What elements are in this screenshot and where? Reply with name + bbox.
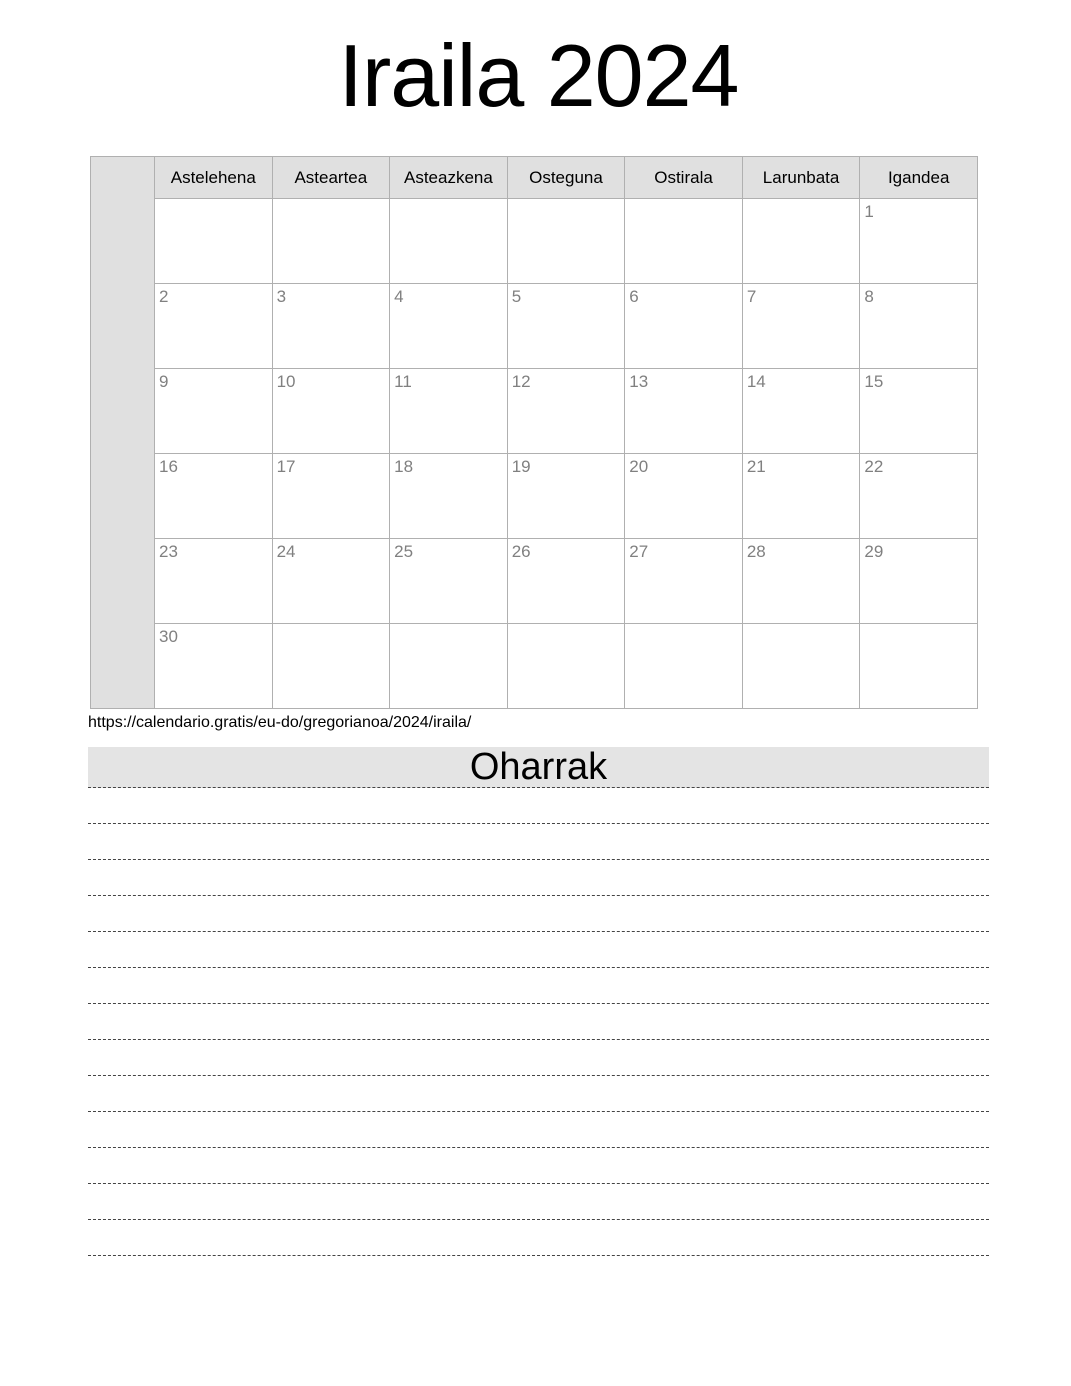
- day-cell-3: 3: [272, 284, 390, 369]
- note-line: [88, 1184, 989, 1220]
- calendar-body: [91, 157, 978, 709]
- day-cell-11: 11: [390, 369, 508, 454]
- note-line: [88, 1220, 989, 1256]
- source-url: https://calendario.gratis/eu-do/gregorianoa/2024/iraila/: [88, 714, 472, 731]
- day-cell-empty: [390, 199, 508, 284]
- week-row: [91, 539, 978, 624]
- day-cell-empty: [507, 624, 625, 709]
- note-line: [88, 1112, 989, 1148]
- day-cell-16: 16: [155, 454, 273, 539]
- note-line: [88, 788, 989, 824]
- notes-lines: [88, 788, 989, 1256]
- day-cell-empty: [742, 624, 860, 709]
- day-cell-4: 4: [390, 284, 508, 369]
- day-cell-27: 27: [625, 539, 743, 624]
- day-cell-24: 24: [272, 539, 390, 624]
- day-cell-7: 7: [742, 284, 860, 369]
- note-line: [88, 824, 989, 860]
- week-row: [91, 454, 978, 539]
- day-header-astelehena: Astelehena: [155, 157, 273, 199]
- day-cell-5: 5: [507, 284, 625, 369]
- day-cell-19: 19: [507, 454, 625, 539]
- day-cell-18: 18: [390, 454, 508, 539]
- day-cell-empty: [742, 199, 860, 284]
- day-cell-15: 15: [860, 369, 978, 454]
- day-cell-14: 14: [742, 369, 860, 454]
- page-title: Iraila 2024: [338, 26, 739, 125]
- day-header-igandea: Igandea: [860, 157, 978, 199]
- day-cell-29: 29: [860, 539, 978, 624]
- day-cell-21: 21: [742, 454, 860, 539]
- day-cell-empty: [272, 199, 390, 284]
- note-line: [88, 1148, 989, 1184]
- day-cell-12: 12: [507, 369, 625, 454]
- note-line: [88, 1076, 989, 1112]
- day-cell-empty: [625, 624, 743, 709]
- week-row: [91, 284, 978, 369]
- day-cell-13: 13: [625, 369, 743, 454]
- day-cell-empty: [155, 199, 273, 284]
- day-header-ostirala: Ostirala: [625, 157, 743, 199]
- day-cell-2: 2: [155, 284, 273, 369]
- day-header-asteazkena: Asteazkena: [390, 157, 508, 199]
- day-cell-10: 10: [272, 369, 390, 454]
- day-cell-23: 23: [155, 539, 273, 624]
- day-cell-28: 28: [742, 539, 860, 624]
- calendar-header-row: [91, 157, 978, 199]
- day-cell-empty: [625, 199, 743, 284]
- week-number-column: [91, 157, 155, 709]
- week-row: [91, 369, 978, 454]
- note-line: [88, 860, 989, 896]
- day-cell-6: 6: [625, 284, 743, 369]
- day-cell-9: 9: [155, 369, 273, 454]
- note-line: [88, 1004, 989, 1040]
- notes-title: Oharrak: [88, 747, 989, 788]
- day-cell-17: 17: [272, 454, 390, 539]
- day-cell-30: 30: [155, 624, 273, 709]
- day-cell-empty: [390, 624, 508, 709]
- day-cell-20: 20: [625, 454, 743, 539]
- week-row: [91, 199, 978, 284]
- calendar-table: [90, 156, 978, 709]
- notes-section: [88, 747, 989, 1256]
- day-cell-26: 26: [507, 539, 625, 624]
- day-cell-1: 1: [860, 199, 978, 284]
- day-cell-8: 8: [860, 284, 978, 369]
- day-cell-22: 22: [860, 454, 978, 539]
- day-header-asteartea: Asteartea: [272, 157, 390, 199]
- note-line: [88, 896, 989, 932]
- week-row: [91, 624, 978, 709]
- day-cell-25: 25: [390, 539, 508, 624]
- day-cell-empty: [860, 624, 978, 709]
- day-cell-empty: [507, 199, 625, 284]
- note-line: [88, 932, 989, 968]
- note-line: [88, 1040, 989, 1076]
- day-header-osteguna: Osteguna: [507, 157, 625, 199]
- day-header-larunbata: Larunbata: [742, 157, 860, 199]
- note-line: [88, 968, 989, 1004]
- day-cell-empty: [272, 624, 390, 709]
